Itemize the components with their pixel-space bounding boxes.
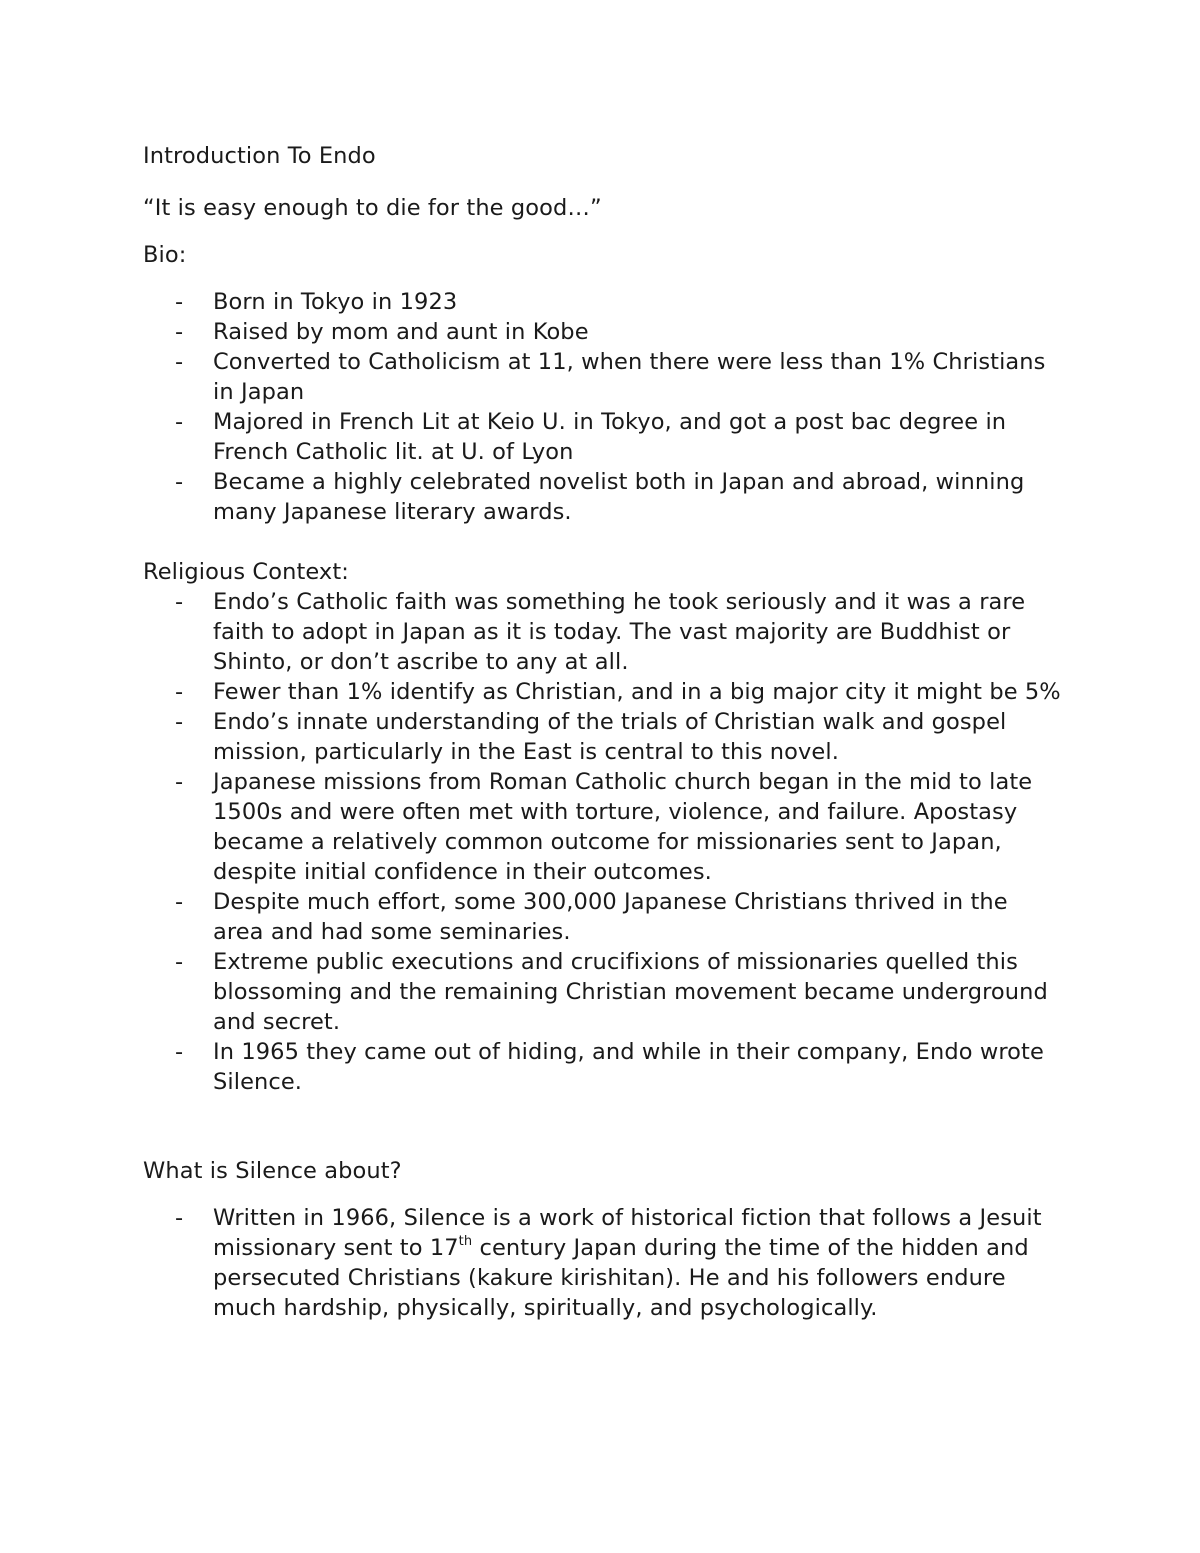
list-item-text: Despite much effort, some 300,000 Japanese Christians thrived in the area and had some seminaries. (213, 889, 1008, 945)
bullet-dash: - (175, 289, 184, 315)
bullet-dash: - (175, 589, 184, 615)
list-item (143, 947, 1063, 1037)
religious-context-list (143, 587, 1063, 1097)
list-item-text: Japanese missions from Roman Catholic church began in the mid to late 1500s and were often met with torture, violence, and failure. Apostasy became a relatively common outcome for missionaries sent to Japan, despite initial confidence in their outcomes. (213, 769, 1033, 885)
list-item-text (213, 1205, 1042, 1321)
bullet-dash: - (175, 349, 184, 375)
silence-text-part2: century Japan during the time of the hidden and persecuted Christians (kakure kirishitan). He and his followers endure much hardship, physically, spiritually, and psychologically. (213, 1235, 1029, 1321)
list-item (143, 887, 1063, 947)
list-item-text: Born in Tokyo in 1923 (213, 289, 458, 315)
list-item (143, 767, 1063, 887)
list-item (143, 407, 1063, 467)
bullet-dash: - (175, 889, 184, 915)
bullet-dash: - (175, 949, 184, 975)
silence-heading: What is Silence about? (143, 1158, 402, 1184)
list-item-text: In 1965 they came out of hiding, and while in their company, Endo wrote Silence. (213, 1039, 1044, 1095)
document-title: Introduction To Endo (143, 143, 376, 169)
bullet-dash: - (175, 1039, 184, 1065)
list-item (143, 347, 1063, 407)
list-item (143, 467, 1063, 527)
list-item-text: Majored in French Lit at Keio U. in Tokyo, and got a post bac degree in French Catholic lit. at U. of Lyon (213, 409, 1007, 465)
silence-text-part1: Written in 1966, Silence is a work of historical fiction that follows a Jesuit missionary sent to 17 (213, 1205, 1042, 1261)
bullet-dash: - (175, 469, 184, 495)
bio-list (143, 287, 1063, 527)
list-item (143, 287, 1063, 317)
bio-heading: Bio: (143, 242, 187, 268)
epigraph-quote: “It is easy enough to die for the good…” (143, 195, 602, 221)
bullet-dash: - (175, 709, 184, 735)
ordinal-superscript: th (458, 1233, 473, 1249)
list-item-text: Became a highly celebrated novelist both in Japan and abroad, winning many Japanese literary awards. (213, 469, 1025, 525)
list-item-text: Endo’s innate understanding of the trials of Christian walk and gospel mission, particularly in the East is central to this novel. (213, 709, 1007, 765)
bullet-dash: - (175, 679, 184, 705)
bullet-dash: - (175, 1205, 184, 1231)
religious-context-heading: Religious Context: (143, 559, 349, 585)
bullet-dash: - (175, 319, 184, 345)
bullet-dash: - (175, 769, 184, 795)
list-item-text: Raised by mom and aunt in Kobe (213, 319, 589, 345)
list-item-text: Endo’s Catholic faith was something he took seriously and it was a rare faith to adopt in Japan as it is today. The vast majority are Buddhist or Shinto, or don’t ascribe to any at all. (213, 589, 1026, 675)
list-item-text: Fewer than 1% identify as Christian, and in a big major city it might be 5% (213, 679, 1061, 705)
list-item-text: Converted to Catholicism at 11, when there were less than 1% Christians in Japan (213, 349, 1046, 405)
list-item (143, 587, 1063, 677)
list-item (143, 317, 1063, 347)
list-item (143, 1037, 1063, 1097)
bullet-dash: - (175, 409, 184, 435)
list-item-text: Extreme public executions and crucifixions of missionaries quelled this blossoming and the remaining Christian movement became underground and secret. (213, 949, 1048, 1035)
document-page (143, 141, 1063, 1323)
list-item (143, 1203, 1063, 1323)
silence-list (143, 1203, 1063, 1323)
list-item (143, 707, 1063, 767)
list-item (143, 677, 1063, 707)
